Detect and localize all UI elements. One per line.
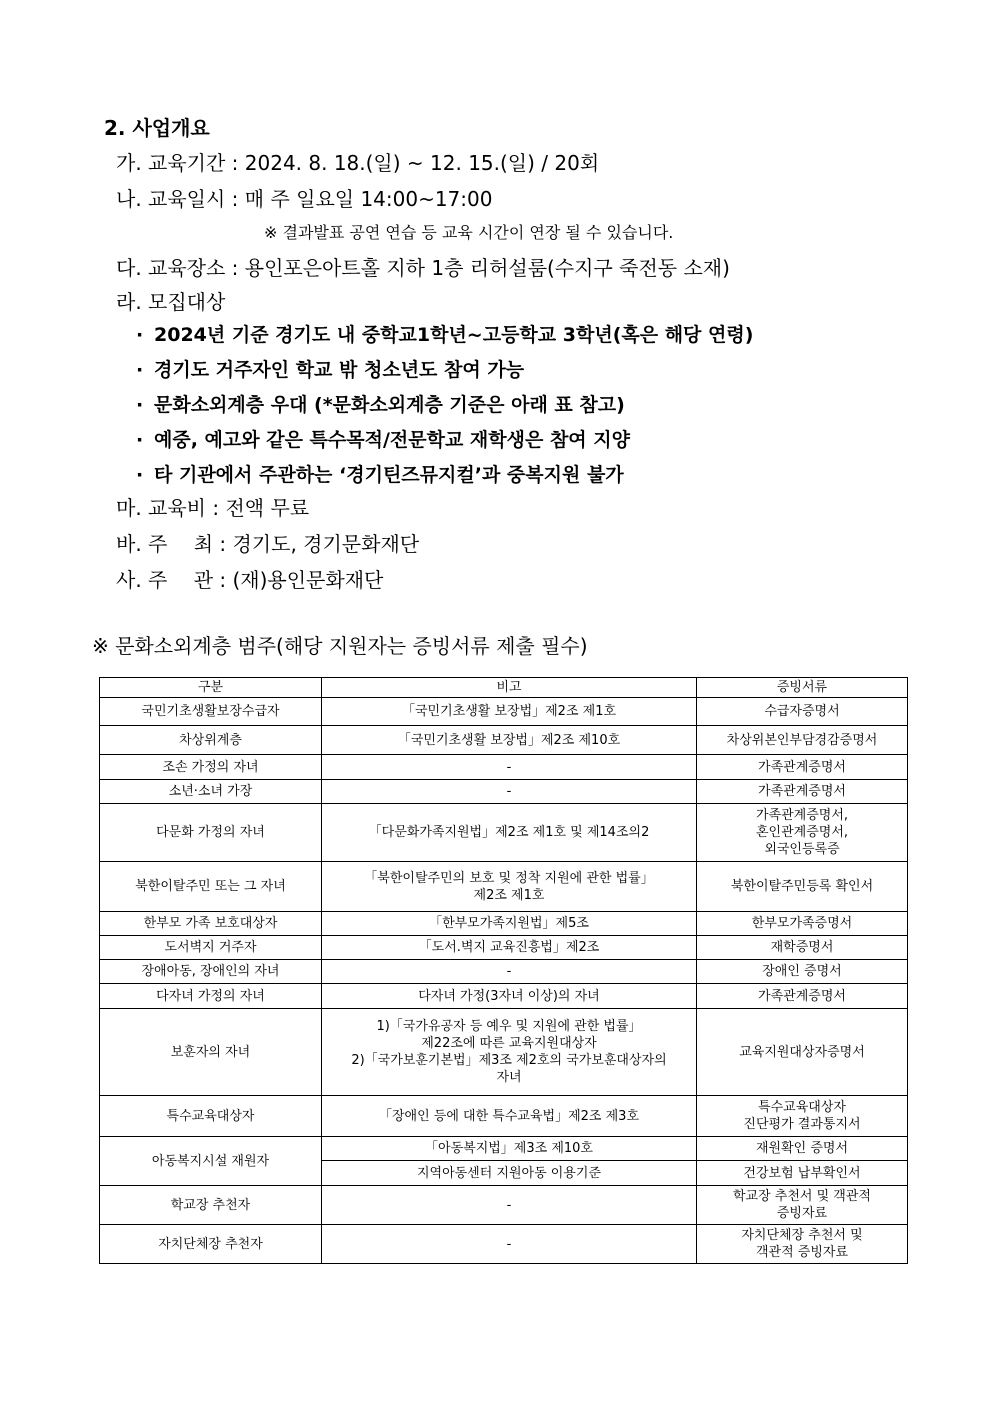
bullet-text: 2024년 기준 경기도 내 중학교1학년~고등학교 3학년(혹은 해당 연령): [154, 324, 754, 346]
document-cell: 차상위본인부담경감증명서: [697, 726, 908, 755]
remarks-cell: 다자녀 가정(3자녀 이상)의 자녀: [322, 984, 697, 1009]
remarks-cell: -: [322, 1186, 697, 1225]
bullet-text: 타 기관에서 주관하는 ‘경기틴즈뮤지컬’과 중복지원 불가: [154, 464, 624, 486]
table-row: [100, 1096, 908, 1137]
table-row: [100, 1009, 908, 1096]
remarks-cell: 「국민기초생활 보장법」제2조 제1호: [322, 698, 697, 726]
table-row: [100, 780, 908, 804]
host: 바. 주 최 : 경기도, 경기문화재단: [116, 532, 420, 556]
remarks-line: 2)「국가보훈기본법」제3조 제2호의 국가보훈대상자의: [351, 1053, 667, 1068]
document-cell: 수급자증명서: [697, 698, 908, 726]
category-cell: 도서벽지 거주자: [100, 936, 322, 960]
bullet-mark: ·: [136, 394, 144, 416]
education-period: 가. 교육기간 : 2024. 8. 18.(일) ~ 12. 15.(일) / 20회: [116, 151, 600, 175]
category-cell: 장애아동, 장애인의 자녀: [100, 960, 322, 984]
recruitment-target-label: 라. 모집대상: [116, 290, 226, 314]
document-cell: 가족관계증명서: [697, 780, 908, 804]
category-cell: 자치단체장 추천자: [100, 1225, 322, 1264]
target-bullet: [136, 356, 524, 384]
remarks-cell: -: [322, 1225, 697, 1264]
document-cell: 건강보험 납부확인서: [697, 1161, 908, 1186]
remarks-line: 「북한이탈주민의 보호 및 정착 지원에 관한 법률」: [364, 870, 654, 886]
section-title: 2. 사업개요: [104, 116, 210, 140]
bullet-mark: ·: [136, 464, 144, 486]
bullet-text: 경기도 거주자인 학교 밖 청소년도 참여 가능: [154, 359, 525, 381]
category-cell: 특수교육대상자: [100, 1096, 322, 1137]
document-line: 학교장 추천서 및 객관적: [733, 1189, 871, 1204]
target-bullet: [136, 321, 753, 349]
remarks-cell: 「장애인 등에 대한 특수교육법」제2조 제3호: [322, 1096, 697, 1137]
category-cell: 조손 가정의 자녀: [100, 755, 322, 780]
remarks-cell: -: [322, 960, 697, 984]
document-cell: 북한이탈주민등록 확인서: [697, 862, 908, 912]
remarks-cell: [322, 862, 697, 912]
remarks-line: 제2조 제1호: [473, 887, 545, 903]
bullet-mark: ·: [136, 359, 144, 381]
column-header-category: 구분: [100, 678, 322, 698]
category-cell: 다문화 가정의 자녀: [100, 804, 322, 862]
document-cell: 재학증명서: [697, 936, 908, 960]
table-row: [100, 726, 908, 755]
bullet-mark: ·: [136, 324, 144, 346]
target-bullet: [136, 426, 630, 454]
document-cell: [697, 1225, 908, 1264]
bullet-text: 문화소외계층 우대 (*문화소외계층 기준은 아래 표 참고): [154, 394, 625, 416]
document-line: 외국인등록증: [764, 842, 840, 857]
education-schedule: 나. 교육일시 : 매 주 일요일 14:00~17:00: [116, 187, 493, 211]
education-venue: 다. 교육장소 : 용인포은아트홀 지하 1층 리허설룸(수지구 죽전동 소재): [116, 256, 730, 280]
remarks-line: 1)「국가유공자 등 예우 및 지원에 관한 법률」: [376, 1019, 642, 1034]
document-cell: [697, 804, 908, 862]
remarks-cell: [322, 1009, 697, 1096]
table-row: [100, 755, 908, 780]
remarks-cell: -: [322, 755, 697, 780]
remarks-cell: 「아동복지법」제3조 제10호: [322, 1137, 697, 1161]
disadvantaged-category-table: [99, 677, 908, 1264]
bullet-text: 예중, 예고와 같은 특수목적/전문학교 재학생은 참여 지양: [154, 429, 630, 451]
category-cell: 북한이탈주민 또는 그 자녀: [100, 862, 322, 912]
document-cell: 한부모가족증명서: [697, 912, 908, 936]
table-row: [100, 698, 908, 726]
document-cell: 재원확인 증명서: [697, 1137, 908, 1161]
table-header-row: [100, 678, 908, 698]
remarks-cell: 「국민기초생활 보장법」제2조 제10호: [322, 726, 697, 755]
remarks-cell: -: [322, 780, 697, 804]
document-cell: 가족관계증명서: [697, 984, 908, 1009]
organizer: 사. 주 관 : (재)용인문화재단: [116, 568, 384, 592]
document-cell: [697, 1096, 908, 1137]
category-cell: 한부모 가족 보호대상자: [100, 912, 322, 936]
remarks-cell: 「다문화가족지원법」제2조 제1호 및 제14조의2: [322, 804, 697, 862]
document-cell: 장애인 증명서: [697, 960, 908, 984]
document-line: 혼인관계증명서,: [755, 825, 849, 840]
target-bullet: [136, 461, 624, 489]
education-fee: 마. 교육비 : 전액 무료: [116, 496, 310, 520]
document-line: 특수교육대상자: [758, 1100, 846, 1115]
table-row: [100, 936, 908, 960]
document-cell: 가족관계증명서: [697, 755, 908, 780]
table-row: [100, 804, 908, 862]
category-cell: 학교장 추천자: [100, 1186, 322, 1225]
remarks-cell: 「한부모가족지원법」제5조: [322, 912, 697, 936]
category-cell: 차상위계층: [100, 726, 322, 755]
document-line: 증빙자료: [776, 1206, 828, 1221]
table-row: [100, 862, 908, 912]
remarks-cell: 「도서.벽지 교육진흥법」제2조: [322, 936, 697, 960]
table-row: [100, 1225, 908, 1264]
category-cell: 아동복지시설 재원자: [100, 1137, 322, 1186]
schedule-note: ※ 결과발표 공연 연습 등 교육 시간이 연장 될 수 있습니다.: [264, 223, 674, 242]
table-row: [100, 1186, 908, 1225]
remarks-line: 제22조에 따른 교육지원대상자: [421, 1036, 597, 1051]
document-cell: [697, 1186, 908, 1225]
remarks-cell: 지역아동센터 지원아동 이용기준: [322, 1161, 697, 1186]
bullet-mark: ·: [136, 429, 144, 451]
document-cell: 교육지원대상자증명서: [697, 1009, 908, 1096]
table-row: [100, 912, 908, 936]
document-line: 가족관계증명서,: [755, 808, 849, 823]
category-cell: 보훈자의 자녀: [100, 1009, 322, 1096]
table-row: [100, 984, 908, 1009]
document-line: 객관적 증빙자료: [755, 1245, 849, 1260]
document-line: 자치단체장 추천서 및: [741, 1228, 863, 1243]
target-bullet: [136, 391, 625, 419]
table-row: [100, 1137, 908, 1161]
column-header-documents: 증빙서류: [697, 678, 908, 698]
table-caption: ※ 문화소외계층 범주(해당 지원자는 증빙서류 제출 필수): [92, 634, 588, 658]
remarks-line: 자녀: [496, 1070, 522, 1085]
category-cell: 국민기초생활보장수급자: [100, 698, 322, 726]
category-cell: 다자녀 가정의 자녀: [100, 984, 322, 1009]
table-row: [100, 960, 908, 984]
category-cell: 소년·소녀 가장: [100, 780, 322, 804]
document-line: 진단평가 결과통지서: [743, 1117, 861, 1132]
column-header-remarks: 비고: [322, 678, 697, 698]
